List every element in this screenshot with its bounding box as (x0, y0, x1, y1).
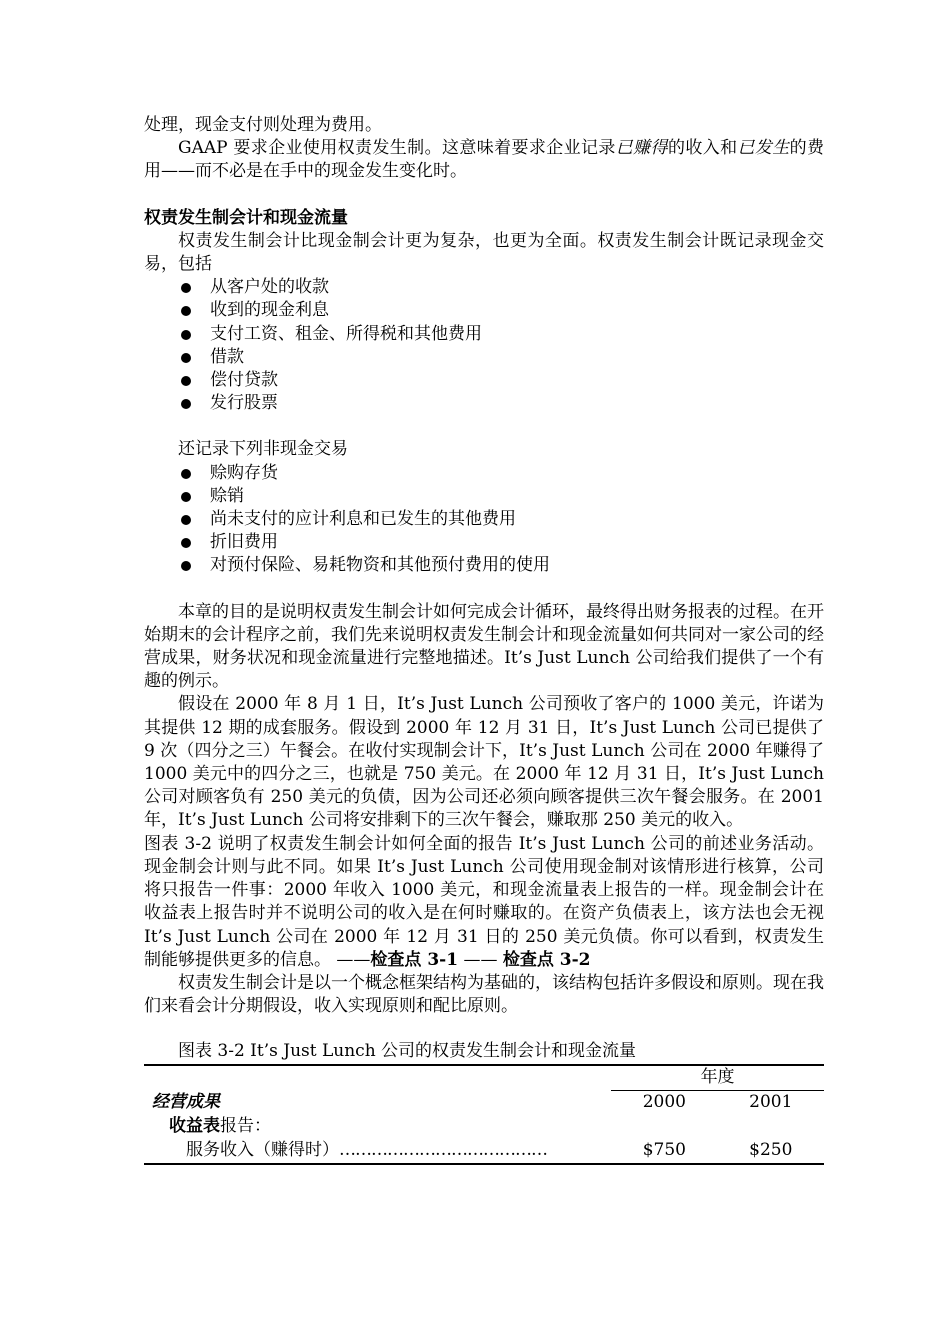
list-item: 偿付贷款 (178, 369, 824, 392)
year-2001: 2001 (749, 1091, 793, 1112)
example-paragraph: 假设在 2000 年 8 月 1 日，It’s Just Lunch 公司预收了客户的 1000 美元，许诺为其提供 12 期的成套服务。假设到 2000 年 12 月 31 日，It’s Just Lunch 公司已提供了 9 次（四分之三）午餐会。在收付实现制会计下，It’s Just Lunch 公司在 2000 年赚得了 1000 美元中的四分之三，也就是 750 美元。在 2000 年 12 月 31 日，It’s Just Lunch 公司对顾客负有 250 美元的负债，因为公司还必须向顾客提供三次午餐会服务。在 2001 年，It’s Just Lunch 公司将安排剩下的三次午餐会，赚取那 250 美元的收入。 (144, 694, 824, 831)
list-item: 赊销 (178, 485, 824, 508)
list-item: 支付工资、租金、所得税和其他费用 (178, 323, 824, 346)
figure-explanation-paragraph: 图表 3-2 说明了权责发生制会计如何全面的报告 It’s Just Lunch 公司的前述业务活动。现金制会计则与此不同。如果 It’s Just Lunch 公司使用现金制对该情形进行核算，公司将只报告一件事：2000 年收入 1000 美元，和现金流量表上报告的一样。现金制会计在收益表上报告时并不说明公司的收入是在何时赚取的。在资产负债表上，该方法也会无视 It’s Just Lunch 公司在 2000 年 12 月 31 日的 250 美元负债。你可以看到，权责发生制能够提供更多的信息。 ——检查点 3-1 —— 检查点 3-2 (144, 833, 824, 970)
noncash-intro: 还记录下列非现金交易 (178, 439, 348, 460)
intro-line: 处理，现金支付则处理为费用。 (144, 115, 382, 135)
bullet-icon (181, 538, 191, 548)
bullet-icon (181, 492, 191, 502)
accrual-paragraph: 权责发生制会计比现金制会计更为复杂，也更为全面。权责发生制会计既记录现金交易，包括 (144, 230, 824, 275)
bullet-icon (181, 399, 191, 409)
year-header: 年度 (611, 1065, 824, 1091)
bullet-icon (181, 283, 191, 293)
framework-paragraph: 权责发生制会计是以一个概念框架结构为基础的，该结构包括许多假设和原则。现在我们来看会计分期假设，收入实现原则和配比原则。 (144, 972, 824, 1017)
list-item: 尚未支付的应计利息和已发生的其他费用 (178, 508, 824, 531)
list-item: 从客户处的收款 (178, 276, 824, 299)
table-row: 服务收入（赚得时）………………………………… (144, 1139, 611, 1164)
cash-transactions-list (144, 276, 824, 415)
bullet-icon (181, 469, 191, 479)
section-heading: 权责发生制会计和现金流量 (144, 207, 348, 228)
noncash-transactions-list (144, 462, 824, 578)
list-item: 折旧费用 (178, 531, 824, 554)
emphasis-incurred: 已发生 (737, 138, 790, 159)
gaap-paragraph: GAAP 要求企业使用权责发生制。这意味着要求企业记录已赚得的收入和已发生的费用——而不必是在手中的现金发生变化时。 (144, 138, 825, 182)
bullet-icon (181, 376, 191, 386)
figure-caption: 图表 3-2 It’s Just Lunch 公司的权责发生制会计和现金流量 (178, 1041, 637, 1062)
figure-table (144, 1064, 824, 1165)
value-2001: $250 (718, 1139, 824, 1164)
bullet-icon (181, 353, 191, 363)
list-item: 对预付保险、易耗物资和其他预付费用的使用 (178, 554, 824, 577)
year-2000: 2000 (642, 1091, 686, 1112)
list-item: 发行股票 (178, 392, 824, 415)
group-label: 经营成果 (152, 1091, 220, 1112)
list-item: 赊购存货 (178, 462, 824, 485)
checkpoint-link-2[interactable]: 检查点 3-2 (502, 949, 591, 970)
list-item: 收到的现金利息 (178, 299, 824, 322)
document-page (144, 114, 824, 1165)
checkpoint-link-1[interactable]: 检查点 3-1 (370, 949, 459, 970)
bullet-icon (181, 330, 191, 340)
list-item: 借款 (178, 346, 824, 369)
value-2000: $750 (611, 1139, 717, 1164)
bullet-icon (181, 515, 191, 525)
bullet-icon (181, 561, 191, 571)
income-statement-label: 收益表报告： (169, 1115, 271, 1136)
emphasis-earned: 已赚得 (615, 138, 668, 159)
bullet-icon (181, 306, 191, 316)
chapter-purpose-paragraph: 本章的目的是说明权责发生制会计如何完成会计循环，最终得出财务报表的过程。在开始期末的会计程序之前，我们先来说明权责发生制会计和现金流量如何共同对一家公司的经营成果，财务状况和现金流量进行完整地描述。It’s Just Lunch 公司给我们提供了一个有趣的例示。 (144, 601, 824, 692)
